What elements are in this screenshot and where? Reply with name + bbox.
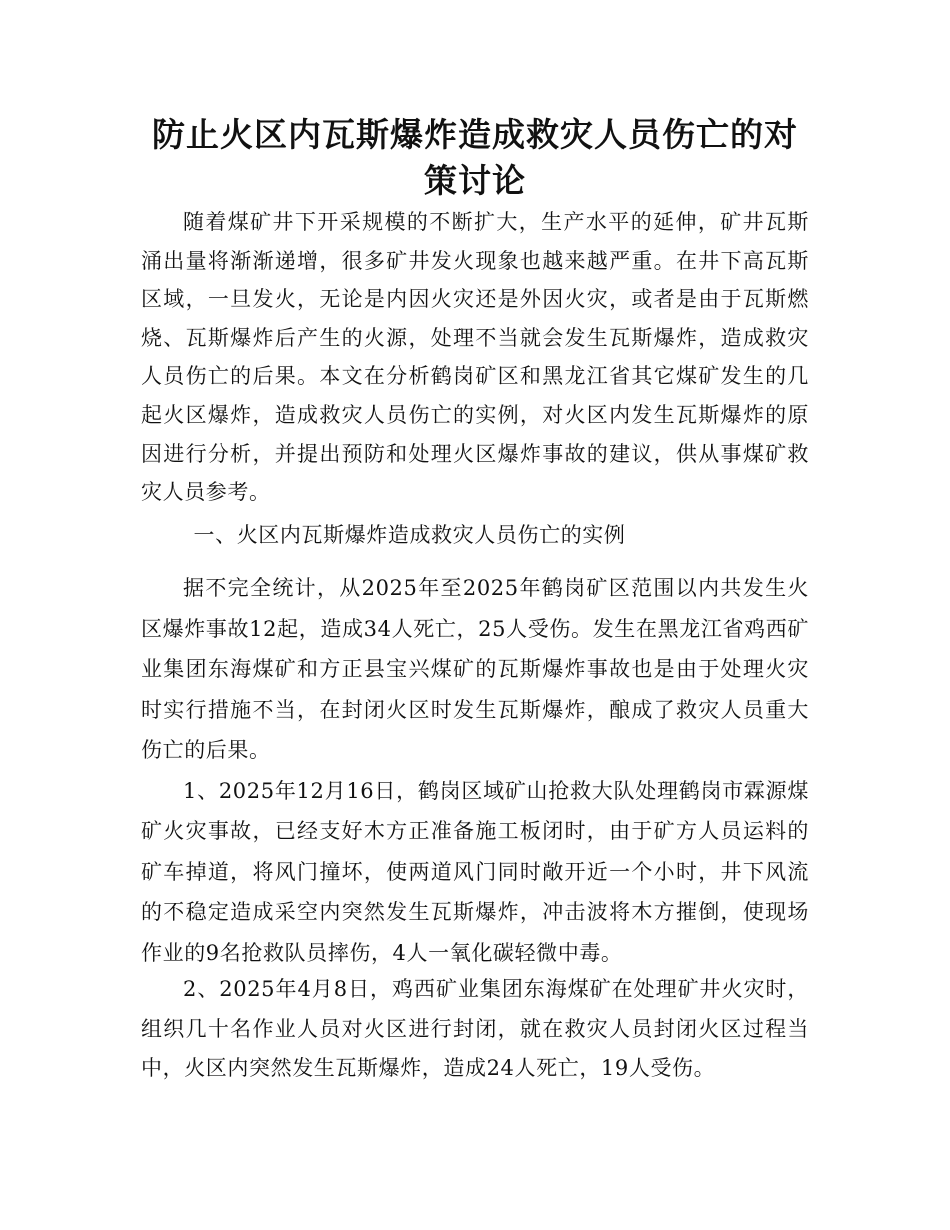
document-title: 防止火区内瓦斯爆炸造成救灾人员伤亡的对策讨论 [152, 115, 798, 200]
case-paragraph-2: 2、2025年4月8日，鸡西矿业集团东海煤矿在处理矿井火灾时，组织几十名作业人员对火区进行封闭，就在救灾人员封闭火区过程当中，火区内突然发生瓦斯爆炸，造成24人死亡，19人受伤。 [141, 977, 809, 1080]
intro-paragraph: 随着煤矿井下开采规模的不断扩大，生产水平的延伸，矿井瓦斯涌出量将渐渐递增，很多矿井发火现象也越来越严重。在井下高瓦斯区域，一旦发火，无论是内因火灾还是外因火灾，或者是由于瓦斯燃烧、瓦斯爆炸后产生的火源，处理不当就会发生瓦斯爆炸，造成救灾人员伤亡的后果。本文在分析鹤岗矿区和黑龙江省其它煤矿发生的几起火区爆炸，造成救灾人员伤亡的实例，对火区内发生瓦斯爆炸的原因进行分析，并提出预防和处理火区爆炸事故的建议，供从事煤矿救灾人员参考。 [141, 210, 809, 505]
section-heading: 一、火区内瓦斯爆炸造成救灾人员伤亡的实例 [193, 523, 626, 547]
case-paragraph-1: 1、2025年12月16日，鹤岗区域矿山抢救大队处理鹤岗市霖源煤矿火灾事故，已经支好木方正准备施工板闭时，由于矿方人员运料的矿车掉道，将风门撞坏，使两道风门同时敞开近一个小时，井下风流的不稳定造成采空内突然发生瓦斯爆炸，冲击波将木方摧倒，使现场作业的9名抢救队员摔伤，4人一氧化碳轻微中毒。 [141, 779, 809, 965]
statistics-paragraph: 据不完全统计，从2025年至2025年鹤岗矿区范围以内共发生火区爆炸事故12起，造成34人死亡，25人受伤。发生在黑龙江省鸡西矿业集团东海煤矿和方正县宝兴煤矿的瓦斯爆炸事故也是由于处理火灾时实行措施不当，在封闭火区时发生瓦斯爆炸，酿成了救灾人员重大伤亡的后果。 [141, 576, 809, 762]
